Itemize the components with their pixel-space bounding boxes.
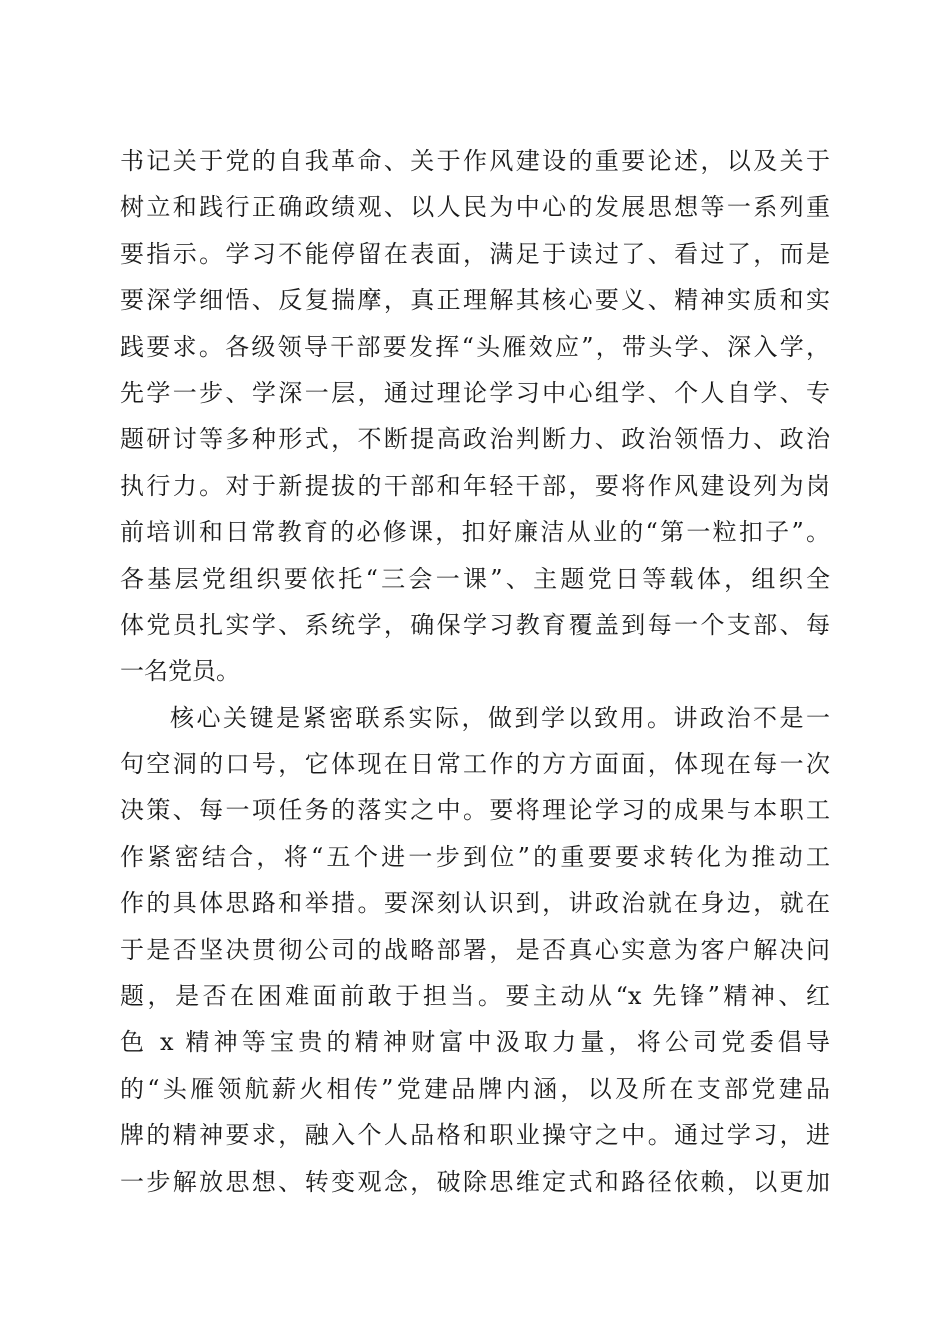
text-line: 各基层党组织要依托“三会一课”、主题党日等载体，组织全	[120, 564, 830, 593]
text-line: 要指示。学习不能停留在表面，满足于读过了、看过了，而是	[120, 239, 830, 268]
paragraph-2	[120, 695, 830, 1205]
text-line: 的“头雁领航薪火相传”党建品牌内涵，以及所在支部党建品	[120, 1074, 830, 1103]
text-line: 前培训和日常教育的必修课，扣好廉洁从业的“第一粒扣子”。	[120, 518, 830, 547]
text-line: 要深学细悟、反复揣摩，真正理解其核心要义、精神实质和实	[120, 286, 830, 315]
text-line: 先学一步、学深一层，通过理论学习中心组学、个人自学、专	[120, 378, 830, 407]
text-line: 体党员扎实学、系统学，确保学习教育覆盖到每一个支部、每	[120, 610, 830, 639]
text-line: 作紧密结合，将“五个进一步到位”的重要要求转化为推动工	[120, 842, 830, 871]
text-line: 作的具体思路和举措。要深刻认识到，讲政治就在身边，就在	[120, 889, 830, 918]
text-line: 题，是否在困难面前敢于担当。要主动从“x 先锋”精神、红	[120, 982, 830, 1011]
text-line: 一步解放思想、转变观念，破除思维定式和路径依赖，以更加	[120, 1167, 830, 1196]
text-line: 践要求。各级领导干部要发挥“头雁效应”，带头学、深入学，	[120, 332, 830, 361]
text-line: 题研讨等多种形式，不断提高政治判断力、政治领悟力、政治	[120, 425, 830, 454]
text-line: 于是否坚决贯彻公司的战略部署，是否真心实意为客户解决问	[120, 935, 830, 964]
paragraph-1	[120, 138, 830, 695]
text-line: 决策、每一项任务的落实之中。要将理论学习的成果与本职工	[120, 796, 830, 825]
text-line: 一名党员。	[120, 657, 240, 686]
text-line: 句空洞的口号，它体现在日常工作的方方面面，体现在每一次	[120, 750, 830, 779]
text-line: 牌的精神要求，融入个人品格和职业操守之中。通过学习，进	[120, 1121, 830, 1150]
text-line: 色 x 精神等宝贵的精神财富中汲取力量，将公司党委倡导	[120, 1028, 830, 1057]
text-line: 核心关键是紧密联系实际，做到学以致用。讲政治不是一	[170, 703, 830, 732]
text-line: 书记关于党的自我革命、关于作风建设的重要论述，以及关于	[120, 147, 830, 175]
text-line: 树立和践行正确政绩观、以人民为中心的发展思想等一系列重	[120, 193, 830, 222]
text-line: 执行力。对于新提拔的干部和年轻干部，要将作风建设列为岗	[120, 471, 830, 500]
body-text	[120, 138, 830, 1205]
